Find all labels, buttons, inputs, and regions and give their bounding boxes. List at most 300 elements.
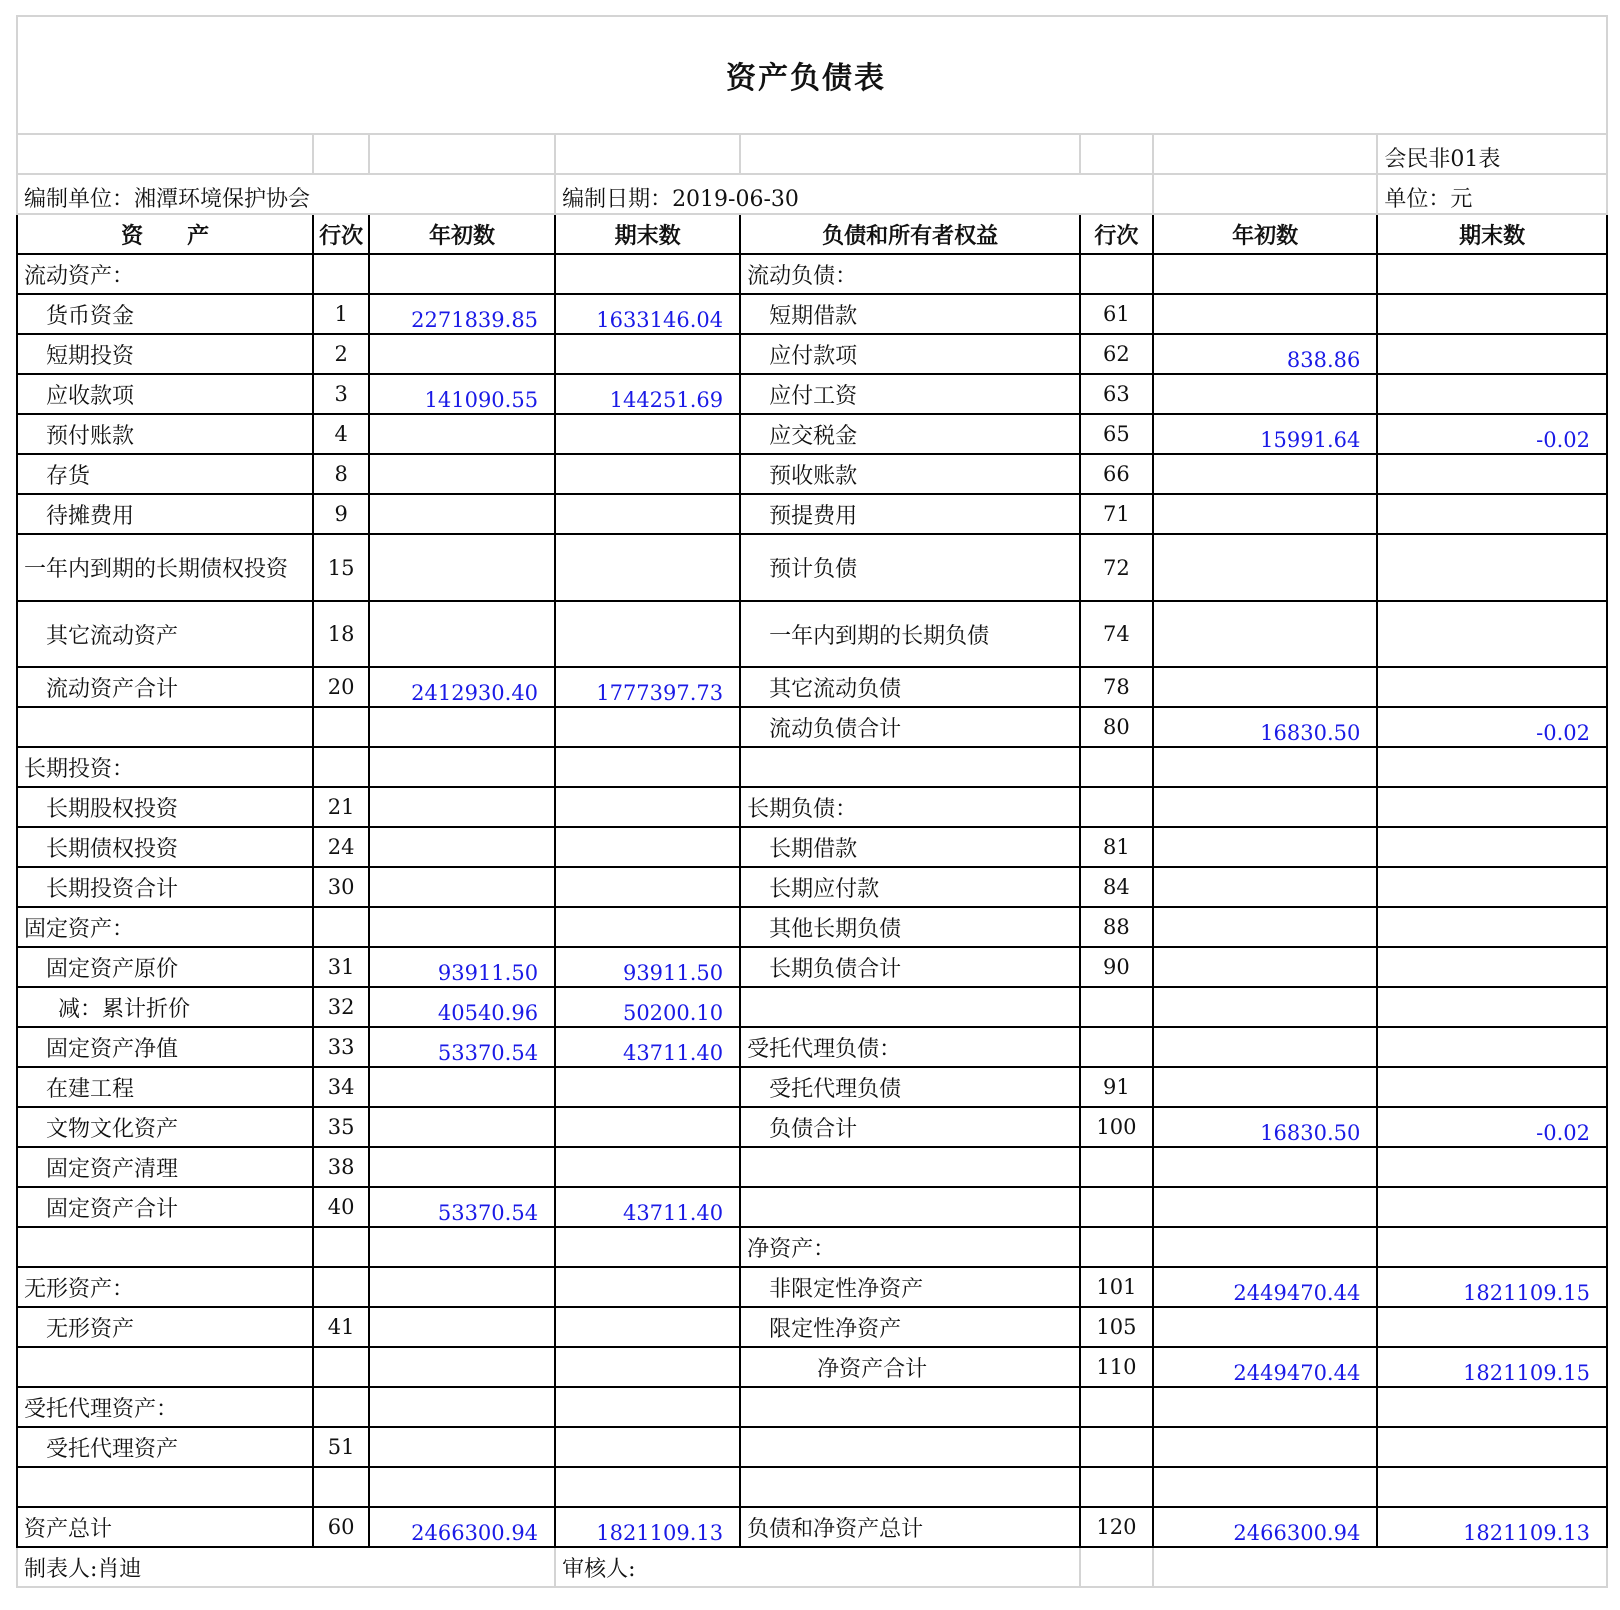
header-row-no[interactable]: 行次 [313, 214, 369, 254]
liability-label[interactable]: 短期借款 [740, 294, 1080, 334]
liability-begin-value[interactable] [1153, 1427, 1378, 1467]
table-row [17, 294, 1607, 334]
liability-row-no[interactable] [1080, 1187, 1153, 1227]
asset-begin-value[interactable] [369, 907, 555, 947]
liability-begin-value[interactable] [1153, 947, 1378, 987]
liability-row-no[interactable]: 100 [1080, 1107, 1153, 1147]
asset-row-no[interactable]: 4 [313, 414, 369, 454]
liability-row-no[interactable]: 84 [1080, 867, 1153, 907]
liability-row-no[interactable]: 78 [1080, 667, 1153, 707]
liability-label[interactable]: 长期借款 [740, 827, 1080, 867]
liability-begin-value[interactable] [1153, 601, 1378, 667]
table-row [17, 1267, 1607, 1307]
asset-row-no[interactable]: 8 [313, 454, 369, 494]
liability-row-no[interactable] [1080, 1427, 1153, 1467]
asset-label[interactable]: 存货 [17, 454, 313, 494]
asset-label[interactable]: 固定资产原价 [17, 947, 313, 987]
liability-row-no[interactable] [1080, 987, 1153, 1027]
cell[interactable] [313, 134, 369, 174]
asset-end-value[interactable] [555, 1227, 740, 1267]
asset-begin-value[interactable] [369, 1347, 555, 1387]
asset-begin-value[interactable] [369, 1427, 555, 1467]
asset-begin-value[interactable]: 93911.50 [369, 947, 555, 987]
liability-row-no[interactable]: 74 [1080, 601, 1153, 667]
table-row [17, 827, 1607, 867]
liability-end-value[interactable] [1377, 1067, 1607, 1107]
header-begin-right[interactable]: 年初数 [1153, 214, 1378, 254]
liability-end-value[interactable] [1377, 987, 1607, 1027]
asset-row-no[interactable] [313, 1267, 369, 1307]
asset-row-no[interactable]: 33 [313, 1027, 369, 1067]
liability-end-value[interactable] [1377, 1467, 1607, 1507]
liability-label[interactable] [740, 747, 1080, 787]
liability-end-value[interactable] [1377, 374, 1607, 414]
asset-end-value[interactable] [555, 1427, 740, 1467]
asset-end-value[interactable]: 43711.40 [555, 1187, 740, 1227]
asset-end-value[interactable] [555, 1107, 740, 1147]
asset-begin-value[interactable] [369, 1307, 555, 1347]
asset-end-value[interactable]: 1777397.73 [555, 667, 740, 707]
asset-begin-value[interactable] [369, 747, 555, 787]
liability-label[interactable]: 一年内到期的长期负债 [740, 601, 1080, 667]
liability-begin-value[interactable] [1153, 747, 1378, 787]
prepared-date[interactable]: 编制日期：2019-06-30 [555, 174, 1153, 214]
asset-row-no[interactable]: 34 [313, 1067, 369, 1107]
liability-row-no[interactable]: 61 [1080, 294, 1153, 334]
cell[interactable] [369, 134, 555, 174]
asset-end-value[interactable] [555, 254, 740, 294]
asset-begin-value[interactable] [369, 867, 555, 907]
preparer-org[interactable]: 编制单位：湘潭环境保护协会 [17, 174, 555, 214]
table-row [17, 494, 1607, 534]
asset-label[interactable]: 资产总计 [17, 1507, 313, 1547]
table-row [17, 747, 1607, 787]
liability-row-no[interactable] [1080, 1467, 1153, 1507]
form-code[interactable]: 会民非01表 [1377, 134, 1607, 174]
asset-label[interactable]: 固定资产： [17, 907, 313, 947]
liability-end-value[interactable] [1377, 454, 1607, 494]
asset-begin-value[interactable]: 40540.96 [369, 987, 555, 1027]
asset-row-no[interactable]: 40 [313, 1187, 369, 1227]
liability-begin-value[interactable]: 16830.50 [1153, 707, 1378, 747]
asset-row-no[interactable]: 41 [313, 1307, 369, 1347]
liability-label[interactable]: 负债和净资产总计 [740, 1507, 1080, 1547]
asset-begin-value[interactable] [369, 1147, 555, 1187]
asset-label[interactable]: 长期投资： [17, 747, 313, 787]
asset-label[interactable]: 长期投资合计 [17, 867, 313, 907]
asset-row-no[interactable]: 2 [313, 334, 369, 374]
cell[interactable] [17, 134, 313, 174]
table-row [17, 867, 1607, 907]
liability-begin-value[interactable] [1153, 454, 1378, 494]
table-row [17, 787, 1607, 827]
table-row [17, 1027, 1607, 1067]
liability-label[interactable]: 受托代理负债： [740, 1027, 1080, 1067]
liability-begin-value[interactable] [1153, 1147, 1378, 1187]
title-row [16, 15, 1608, 133]
asset-label[interactable]: 货币资金 [17, 294, 313, 334]
asset-end-value[interactable] [555, 1147, 740, 1187]
asset-row-no[interactable]: 18 [313, 601, 369, 667]
liability-begin-value[interactable] [1153, 787, 1378, 827]
asset-end-value[interactable]: 93911.50 [555, 947, 740, 987]
header-row-no-right[interactable]: 行次 [1080, 214, 1153, 254]
asset-row-no[interactable]: 3 [313, 374, 369, 414]
liability-row-no[interactable]: 81 [1080, 827, 1153, 867]
table-row [17, 414, 1607, 454]
liability-end-value[interactable] [1377, 787, 1607, 827]
liability-end-value[interactable] [1377, 1147, 1607, 1187]
asset-begin-value[interactable] [369, 494, 555, 534]
asset-begin-value[interactable]: 2466300.94 [369, 1507, 555, 1547]
liability-row-no[interactable]: 120 [1080, 1507, 1153, 1547]
asset-begin-value[interactable] [369, 1107, 555, 1147]
liability-end-value[interactable] [1377, 947, 1607, 987]
liability-label[interactable]: 非限定性净资产 [740, 1267, 1080, 1307]
liability-end-value[interactable] [1377, 534, 1607, 601]
liability-begin-value[interactable] [1153, 987, 1378, 1027]
liability-begin-value[interactable] [1153, 1467, 1378, 1507]
asset-label[interactable]: 预付账款 [17, 414, 313, 454]
liability-row-no[interactable] [1080, 747, 1153, 787]
meta-row [17, 174, 1607, 214]
liability-label[interactable]: 流动负债： [740, 254, 1080, 294]
liability-end-value[interactable] [1377, 334, 1607, 374]
liability-end-value[interactable] [1377, 1387, 1607, 1427]
asset-label[interactable]: 固定资产清理 [17, 1147, 313, 1187]
asset-label[interactable] [17, 1467, 313, 1507]
asset-row-no[interactable] [313, 707, 369, 747]
asset-end-value[interactable]: 1633146.04 [555, 294, 740, 334]
asset-begin-value[interactable] [369, 254, 555, 294]
asset-label[interactable] [17, 707, 313, 747]
liability-label[interactable]: 预提费用 [740, 494, 1080, 534]
liability-label[interactable]: 预收账款 [740, 454, 1080, 494]
liability-row-no[interactable] [1080, 787, 1153, 827]
liability-begin-value[interactable]: 838.86 [1153, 334, 1378, 374]
liability-end-value[interactable] [1377, 601, 1607, 667]
cell[interactable] [1080, 134, 1153, 174]
asset-end-value[interactable] [555, 1387, 740, 1427]
liability-row-no[interactable] [1080, 1027, 1153, 1067]
liability-label[interactable]: 长期负债合计 [740, 947, 1080, 987]
liability-row-no[interactable]: 90 [1080, 947, 1153, 987]
preparer-signature[interactable]: 制表人:肖迪 [17, 1547, 555, 1587]
liability-row-no[interactable]: 66 [1080, 454, 1153, 494]
asset-label[interactable]: 一年内到期的长期债权投资 [17, 534, 313, 601]
asset-begin-value[interactable]: 2412930.40 [369, 667, 555, 707]
liability-label[interactable]: 应付工资 [740, 374, 1080, 414]
asset-row-no[interactable] [313, 1467, 369, 1507]
asset-label[interactable]: 受托代理资产 [17, 1427, 313, 1467]
footer-row [17, 1547, 1607, 1587]
cell[interactable] [1153, 1547, 1607, 1587]
unit-label[interactable]: 单位：元 [1377, 174, 1607, 214]
asset-row-no[interactable] [313, 1387, 369, 1427]
liability-label[interactable]: 净资产： [740, 1227, 1080, 1267]
liability-row-no[interactable]: 88 [1080, 907, 1153, 947]
asset-row-no[interactable]: 21 [313, 787, 369, 827]
liability-begin-value[interactable] [1153, 374, 1378, 414]
asset-label[interactable]: 无形资产： [17, 1267, 313, 1307]
liability-begin-value[interactable] [1153, 867, 1378, 907]
liability-begin-value[interactable] [1153, 1067, 1378, 1107]
asset-end-value[interactable] [555, 1307, 740, 1347]
asset-begin-value[interactable] [369, 454, 555, 494]
header-liabilities[interactable]: 负债和所有者权益 [740, 214, 1080, 254]
page-title: 资产负债表 [726, 61, 886, 96]
liability-label[interactable]: 限定性净资产 [740, 1307, 1080, 1347]
liability-row-no[interactable]: 72 [1080, 534, 1153, 601]
asset-end-value[interactable] [555, 601, 740, 667]
asset-begin-value[interactable]: 53370.54 [369, 1187, 555, 1227]
liability-end-value[interactable]: -0.02 [1377, 414, 1607, 454]
table-row [17, 1067, 1607, 1107]
asset-begin-value[interactable] [369, 1227, 555, 1267]
asset-end-value[interactable] [555, 827, 740, 867]
liability-end-value[interactable] [1377, 867, 1607, 907]
asset-end-value[interactable] [555, 454, 740, 494]
liability-end-value[interactable] [1377, 1187, 1607, 1227]
liability-begin-value[interactable] [1153, 1307, 1378, 1347]
asset-label[interactable] [17, 1347, 313, 1387]
cell[interactable] [555, 134, 740, 174]
liability-begin-value[interactable] [1153, 667, 1378, 707]
asset-label[interactable]: 流动资产合计 [17, 667, 313, 707]
asset-end-value[interactable] [555, 867, 740, 907]
liability-end-value[interactable]: -0.02 [1377, 707, 1607, 747]
asset-row-no[interactable]: 32 [313, 987, 369, 1027]
asset-end-value[interactable] [555, 707, 740, 747]
table-row [17, 1307, 1607, 1347]
asset-row-no[interactable] [313, 1347, 369, 1387]
liability-begin-value[interactable] [1153, 1027, 1378, 1067]
asset-label[interactable]: 长期股权投资 [17, 787, 313, 827]
liability-label[interactable]: 应交税金 [740, 414, 1080, 454]
liability-begin-value[interactable] [1153, 494, 1378, 534]
asset-end-value[interactable] [555, 494, 740, 534]
asset-begin-value[interactable] [369, 1267, 555, 1307]
liability-label[interactable] [740, 1427, 1080, 1467]
liability-row-no[interactable] [1080, 1147, 1153, 1187]
asset-label[interactable]: 在建工程 [17, 1067, 313, 1107]
liability-row-no[interactable]: 91 [1080, 1067, 1153, 1107]
liability-begin-value[interactable] [1153, 1227, 1378, 1267]
liability-begin-value[interactable] [1153, 294, 1378, 334]
liability-row-no[interactable]: 110 [1080, 1347, 1153, 1387]
asset-label[interactable] [17, 1227, 313, 1267]
liability-label[interactable]: 流动负债合计 [740, 707, 1080, 747]
table-row [17, 454, 1607, 494]
asset-end-value[interactable]: 1821109.13 [555, 1507, 740, 1547]
table-row [17, 1347, 1607, 1387]
liability-end-value[interactable] [1377, 1307, 1607, 1347]
asset-row-no[interactable]: 51 [313, 1427, 369, 1467]
liability-end-value[interactable]: 1821109.15 [1377, 1347, 1607, 1387]
liability-end-value[interactable]: 1821109.13 [1377, 1507, 1607, 1547]
asset-end-value[interactable]: 50200.10 [555, 987, 740, 1027]
liability-label[interactable]: 负债合计 [740, 1107, 1080, 1147]
asset-begin-value[interactable] [369, 334, 555, 374]
asset-begin-value[interactable] [369, 601, 555, 667]
asset-row-no[interactable]: 20 [313, 667, 369, 707]
liability-label[interactable] [740, 1467, 1080, 1507]
asset-begin-value[interactable] [369, 1067, 555, 1107]
asset-label[interactable]: 长期债权投资 [17, 827, 313, 867]
asset-row-no[interactable] [313, 254, 369, 294]
asset-begin-value[interactable] [369, 707, 555, 747]
liability-begin-value[interactable] [1153, 1387, 1378, 1427]
asset-begin-value[interactable] [369, 1467, 555, 1507]
liability-begin-value[interactable]: 16830.50 [1153, 1107, 1378, 1147]
liability-end-value[interactable] [1377, 254, 1607, 294]
asset-row-no[interactable]: 30 [313, 867, 369, 907]
liability-end-value[interactable]: 1821109.15 [1377, 1267, 1607, 1307]
liability-label[interactable]: 其它流动负债 [740, 667, 1080, 707]
asset-label[interactable]: 其它流动资产 [17, 601, 313, 667]
asset-label[interactable]: 文物文化资产 [17, 1107, 313, 1147]
liability-row-no[interactable]: 65 [1080, 414, 1153, 454]
asset-end-value[interactable] [555, 534, 740, 601]
cell[interactable] [1153, 174, 1378, 214]
liability-begin-value[interactable] [1153, 827, 1378, 867]
asset-end-value[interactable] [555, 1347, 740, 1387]
asset-label[interactable]: 待摊费用 [17, 494, 313, 534]
form-code-row [17, 134, 1607, 174]
asset-row-no[interactable]: 31 [313, 947, 369, 987]
asset-label[interactable]: 固定资产净值 [17, 1027, 313, 1067]
asset-begin-value[interactable] [369, 414, 555, 454]
asset-end-value[interactable] [555, 1467, 740, 1507]
liability-label[interactable]: 受托代理负债 [740, 1067, 1080, 1107]
liability-begin-value[interactable] [1153, 1187, 1378, 1227]
cell[interactable] [740, 134, 1080, 174]
asset-begin-value[interactable] [369, 827, 555, 867]
liability-row-no[interactable]: 62 [1080, 334, 1153, 374]
asset-row-no[interactable]: 38 [313, 1147, 369, 1187]
liability-row-no[interactable]: 63 [1080, 374, 1153, 414]
asset-row-no[interactable] [313, 1227, 369, 1267]
asset-row-no[interactable]: 9 [313, 494, 369, 534]
liability-label[interactable]: 净资产合计 [740, 1347, 1080, 1387]
asset-end-value[interactable] [555, 787, 740, 827]
sheet-grid [16, 133, 1608, 1588]
asset-end-value[interactable] [555, 1267, 740, 1307]
asset-end-value[interactable] [555, 1067, 740, 1107]
asset-begin-value[interactable]: 2271839.85 [369, 294, 555, 334]
liability-row-no[interactable] [1080, 254, 1153, 294]
liability-begin-value[interactable]: 2466300.94 [1153, 1507, 1378, 1547]
liability-row-no[interactable] [1080, 1387, 1153, 1427]
asset-end-value[interactable] [555, 334, 740, 374]
asset-label[interactable]: 受托代理资产： [17, 1387, 313, 1427]
table-row [17, 1467, 1607, 1507]
liability-end-value[interactable] [1377, 1227, 1607, 1267]
liability-end-value[interactable] [1377, 1027, 1607, 1067]
asset-row-no[interactable]: 24 [313, 827, 369, 867]
header-row [17, 214, 1607, 254]
liability-label[interactable]: 预计负债 [740, 534, 1080, 601]
table-row [17, 334, 1607, 374]
asset-label[interactable]: 固定资产合计 [17, 1187, 313, 1227]
liability-row-no[interactable]: 105 [1080, 1307, 1153, 1347]
liability-label[interactable]: 长期应付款 [740, 867, 1080, 907]
table-row [17, 1427, 1607, 1467]
liability-end-value[interactable] [1377, 1427, 1607, 1467]
asset-begin-value[interactable]: 141090.55 [369, 374, 555, 414]
asset-row-no[interactable]: 1 [313, 294, 369, 334]
liability-begin-value[interactable] [1153, 534, 1378, 601]
asset-row-no[interactable] [313, 747, 369, 787]
liability-row-no[interactable]: 101 [1080, 1267, 1153, 1307]
liability-end-value[interactable] [1377, 827, 1607, 867]
liability-label[interactable] [740, 1147, 1080, 1187]
asset-row-no[interactable]: 60 [313, 1507, 369, 1547]
asset-label[interactable]: 流动资产： [17, 254, 313, 294]
asset-label[interactable]: 应收款项 [17, 374, 313, 414]
liability-row-no[interactable] [1080, 1227, 1153, 1267]
liability-label[interactable] [740, 1387, 1080, 1427]
table-row [17, 667, 1607, 707]
asset-begin-value[interactable]: 53370.54 [369, 1027, 555, 1067]
table-row [17, 707, 1607, 747]
header-assets[interactable]: 资 产 [17, 214, 313, 254]
header-end-right[interactable]: 期末数 [1377, 214, 1607, 254]
header-begin[interactable]: 年初数 [369, 214, 555, 254]
asset-end-value[interactable] [555, 907, 740, 947]
cell[interactable] [1153, 134, 1378, 174]
liability-begin-value[interactable] [1153, 907, 1378, 947]
asset-row-no[interactable]: 15 [313, 534, 369, 601]
header-end[interactable]: 期末数 [555, 214, 740, 254]
liability-label[interactable] [740, 987, 1080, 1027]
liability-end-value[interactable] [1377, 494, 1607, 534]
asset-end-value[interactable] [555, 747, 740, 787]
asset-begin-value[interactable] [369, 534, 555, 601]
asset-end-value[interactable]: 144251.69 [555, 374, 740, 414]
asset-row-no[interactable]: 35 [313, 1107, 369, 1147]
liability-end-value[interactable] [1377, 667, 1607, 707]
asset-end-value[interactable] [555, 414, 740, 454]
asset-label[interactable]: 减：累计折价 [17, 987, 313, 1027]
liability-label[interactable] [740, 1187, 1080, 1227]
balance-sheet [16, 15, 1608, 1588]
liability-begin-value[interactable]: 2449470.44 [1153, 1267, 1378, 1307]
asset-begin-value[interactable] [369, 787, 555, 827]
liability-begin-value[interactable] [1153, 254, 1378, 294]
cell[interactable] [1080, 1547, 1153, 1587]
liability-label[interactable]: 长期负债： [740, 787, 1080, 827]
reviewer-signature[interactable]: 审核人: [555, 1547, 1080, 1587]
liability-begin-value[interactable]: 15991.64 [1153, 414, 1378, 454]
liability-row-no[interactable]: 80 [1080, 707, 1153, 747]
table-row [17, 947, 1607, 987]
liability-end-value[interactable] [1377, 907, 1607, 947]
asset-end-value[interactable]: 43711.40 [555, 1027, 740, 1067]
asset-label[interactable]: 短期投资 [17, 334, 313, 374]
liability-begin-value[interactable]: 2449470.44 [1153, 1347, 1378, 1387]
asset-label[interactable]: 无形资产 [17, 1307, 313, 1347]
liability-end-value[interactable]: -0.02 [1377, 1107, 1607, 1147]
liability-label[interactable]: 应付款项 [740, 334, 1080, 374]
liability-row-no[interactable]: 71 [1080, 494, 1153, 534]
liability-end-value[interactable] [1377, 747, 1607, 787]
table-row [17, 1107, 1607, 1147]
asset-begin-value[interactable] [369, 1387, 555, 1427]
liability-label[interactable]: 其他长期负债 [740, 907, 1080, 947]
liability-end-value[interactable] [1377, 294, 1607, 334]
asset-row-no[interactable] [313, 907, 369, 947]
